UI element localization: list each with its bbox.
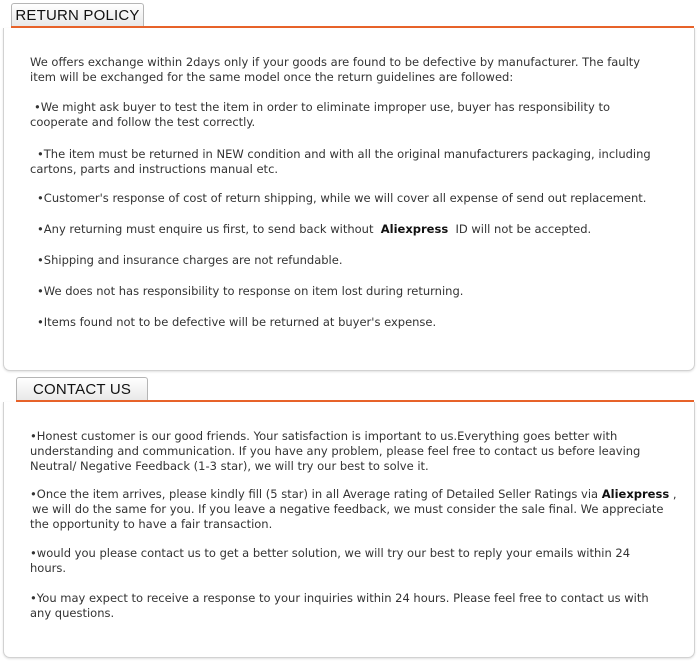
policy-item: •Items found not to be defective will be returned at buyer's expense. [37, 315, 437, 329]
policy-item: •We does not has responsibility to response on item lost during returning. [37, 284, 464, 298]
policy-item: •Customer's response of cost of return shipping, while we will cover all expense of send out replacement. [37, 191, 647, 205]
contact-paragraph: •Honest customer is our good friends. Your satisfaction is important to us.Everything goes better with understanding and communication. If you have any problem, please feel free to contact us before leaving Neutral/ Negative Feedback (1-3 star), we will try our best to solve it. [30, 429, 641, 473]
policy-item: •Shipping and insurance charges are not refundable. [37, 253, 343, 267]
contact-paragraph-rating: •Once the item arrives, please kindly fill (5 star) in all Average rating of Detailed Seller Ratings via Aliexpress , we will do the same for you. If you leave a negative feedback, we must consider the sale final. We appreciate the opportunity to have a fair transaction. [30, 487, 677, 531]
policy-item: •The item must be returned in NEW condition and with all the original manufacturers packaging, including cartons, parts and instructions manual etc. [30, 147, 651, 176]
contact-paragraph: •would you please contact us to get a better solution, we will try our best to reply your emails within 24 hours. [30, 546, 631, 575]
return-policy-intro: We offers exchange within 2days only if your goods are found to be defective by manufacturer. The faulty item will be exchanged for the same model once the return guidelines are followed: [30, 55, 641, 84]
return-policy-tab: RETURN POLICY [11, 3, 144, 27]
policy-item: •We might ask buyer to test the item in order to eliminate improper use, buyer has responsibility to cooperate and follow the test correctly. [30, 100, 610, 129]
aliexpress-brand: Aliexpress [380, 222, 449, 236]
contact-paragraph: •You may expect to receive a response to your inquiries within 24 hours. Please feel free to contact us with any questions. [30, 591, 649, 620]
contact-us-tab: CONTACT US [16, 377, 148, 401]
policy-item-enquire: •Any returning must enquire us first, to send back without Aliexpress ID will not be accepted. [37, 222, 592, 236]
aliexpress-brand: Aliexpress [601, 487, 670, 501]
